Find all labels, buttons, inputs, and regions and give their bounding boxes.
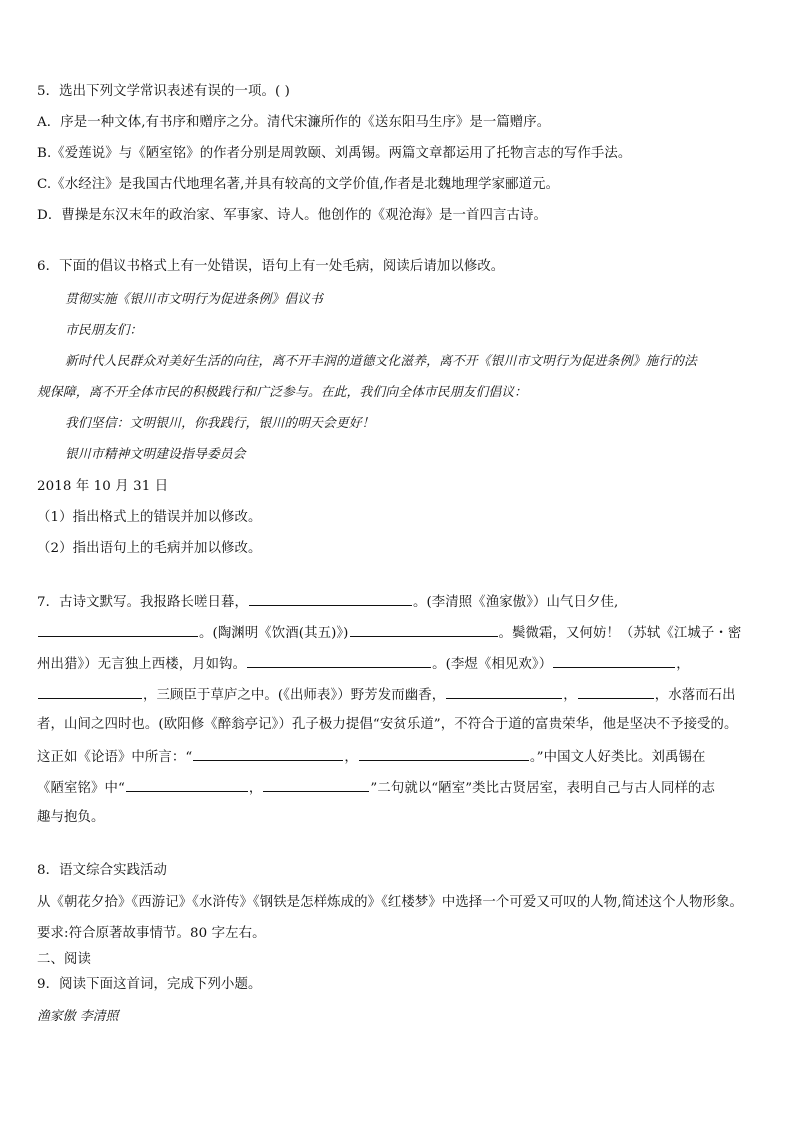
- q6-greeting: 市民朋友们：: [65, 323, 143, 338]
- q7-line1: 7．古诗文默写。我报路长嗟日暮， 。(李清照《渔家傲》）山气日夕佳,: [37, 592, 756, 612]
- answer-blank[interactable]: [126, 778, 248, 792]
- answer-blank[interactable]: [359, 747, 529, 761]
- q6-signature: 银川市精神文明建设指导委员会: [65, 447, 246, 462]
- answer-blank[interactable]: [578, 685, 654, 699]
- q7-line4: ，三顾臣于草庐之中。(《出师表》）野芳发而幽香， ， ，水落而石出: [37, 685, 756, 705]
- q5-option-a: A．序是一种文体,有书序和赠序之分。清代宋濂所作的《送东阳马生序》是一篇赠序。: [37, 115, 551, 130]
- q5-stem: 5．选出下列文学常识表述有误的一项。( ): [37, 84, 290, 99]
- answer-blank[interactable]: [350, 623, 498, 637]
- q8-stem: 8．语文综合实践活动: [37, 863, 168, 878]
- q7-line3: 州出猎》）无言独上西楼，月如钩。 。(李煜《相见欢》） ，: [37, 654, 756, 674]
- q9-poem-title: 渔家傲 李清照: [37, 1009, 119, 1024]
- q6-body-line3: 我们坚信：文明银川，你我践行，银川的明天会更好！: [65, 416, 375, 431]
- q6-subquestion-2: （2）指出语句上的毛病并加以修改。: [37, 541, 262, 556]
- answer-blank[interactable]: [193, 747, 343, 761]
- q9-stem: 9．阅读下面这首词，完成下列小题。: [37, 977, 262, 992]
- q7-line6: 这正如《论语》中所言：“ ， 。”中国文人好类比。刘禹锡在: [37, 747, 756, 767]
- q5-option-b: B.《爱莲说》与《陋室铭》的作者分别是周敦颐、刘禹锡。两篇文章都运用了托物言志的写作手法。: [37, 146, 632, 161]
- q7-line7: 《陋室铭》中“ ， ”二句就以“陋室”类比古贤居室，表明自己与古人同样的志: [37, 778, 756, 798]
- answer-blank[interactable]: [38, 623, 198, 637]
- q7-line5: 者，山间之四时也。(欧阳修《醉翁亭记》）孔子极力提倡“安贫乐道”，不符合于道的富贵荣华，他是坚决不予接受的。: [37, 717, 738, 732]
- q6-date: 2018 年 10 月 31 日: [37, 479, 169, 494]
- answer-blank[interactable]: [38, 685, 142, 699]
- q6-stem: 6．下面的倡议书格式上有一处错误，语句上有一处毛病，阅读后请加以修改。: [37, 259, 505, 274]
- q7-line8: 趣与抱负。: [37, 810, 105, 825]
- answer-blank[interactable]: [446, 685, 562, 699]
- q5-option-c: C.《水经注》是我国古代地理名著,并具有较高的文学价值,作者是北魏地理学家郦道元。: [37, 177, 560, 192]
- section-heading-reading: 二、阅读: [37, 952, 91, 967]
- answer-blank[interactable]: [263, 778, 369, 792]
- q7-line2: 。(陶渊明《饮酒(其五)》) 。鬓微霜，又何妨！（苏轼《江城子・密: [37, 623, 756, 643]
- q8-body: 从《朝花夕拾》《西游记》《水浒传》《钢铁是怎样炼成的》《红楼梦》中选择一个可爱又可叹的人物,简述这个人物形象。: [37, 895, 744, 910]
- answer-blank[interactable]: [247, 654, 431, 668]
- q6-body-line2: 规保障，离不开全体市民的积极践行和广泛参与。在此，我们向全体市民朋友们倡议：: [37, 385, 528, 400]
- answer-blank[interactable]: [553, 654, 675, 668]
- q6-subquestion-1: （1）指出格式上的错误并加以修改。: [37, 510, 262, 525]
- q8-requirement: 要求:符合原著故事情节。80 字左右。: [37, 926, 266, 941]
- q6-body-line1: 新时代人民群众对美好生活的向往，离不开丰润的道德文化滋养，离不开《银川市文明行为促进条例》施行的法: [65, 354, 697, 369]
- q5-option-d: D．曹操是东汉末年的政治家、军事家、诗人。他创作的《观沧海》是一首四言古诗。: [37, 208, 547, 223]
- q6-proposal-title: 贯彻实施《银川市文明行为促进条例》倡议书: [65, 292, 323, 307]
- answer-blank[interactable]: [249, 592, 412, 606]
